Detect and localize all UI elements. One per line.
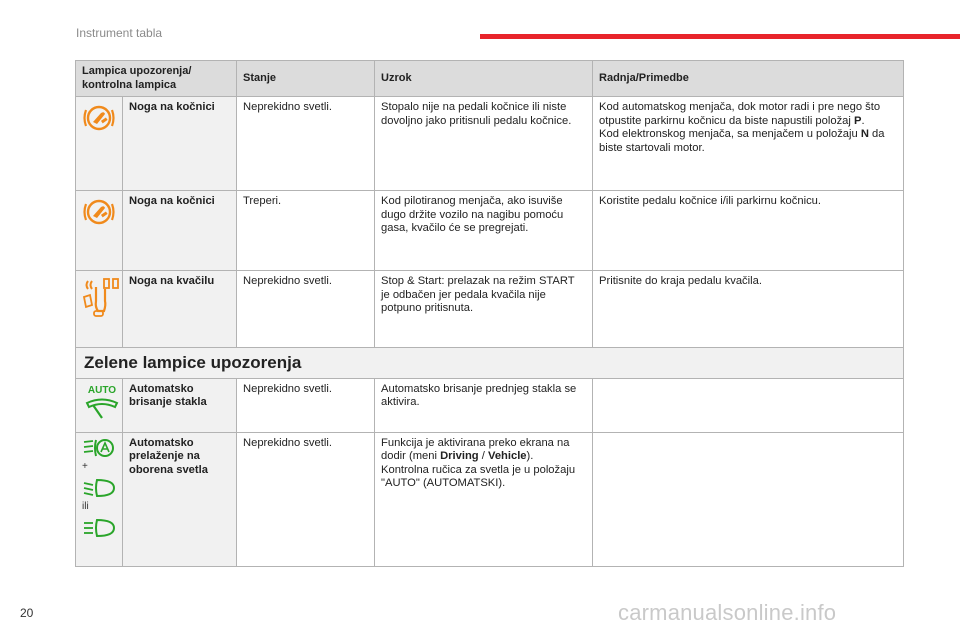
menu-driving-label: Driving	[440, 450, 479, 462]
column-header-state: Stanje	[237, 61, 375, 97]
brake-foot-icon	[82, 101, 116, 135]
cause-text: Funkcija je aktivirana preko ekrana na dodir (meni	[381, 436, 570, 462]
low-beam-headlight-icon	[82, 517, 116, 539]
cause-text: ).	[526, 450, 534, 462]
auto-label: AUTO	[87, 384, 117, 396]
lamp-icon-cell	[76, 191, 123, 271]
section-title: Zelene lampice upozorenja	[76, 348, 904, 379]
plus-label: +	[82, 460, 88, 472]
gear-n-label: N	[860, 128, 869, 140]
lamp-cause: Stop & Start: prelazak na režim START je odbačen jer pedala kvačila nije potpuno pritisnuta.	[375, 271, 593, 348]
lamp-icon-cell	[76, 97, 123, 191]
table-row	[76, 97, 904, 191]
lamp-state: Neprekidno svetli.	[237, 271, 375, 348]
column-header-lamp: Lampica upozorenja/ kontrolna lampica	[76, 61, 237, 97]
or-label: ili	[82, 500, 89, 512]
lamp-state: Neprekidno svetli.	[237, 97, 375, 191]
page-header-title: Instrument tabla	[76, 26, 163, 40]
brake-foot-icon	[82, 195, 116, 229]
section-row	[76, 348, 904, 379]
lamp-cause: Stopalo nije na pedali kočnice ili niste dovoljno jako pritisnuli pedalu kočnice.	[375, 97, 593, 191]
lamp-name: Noga na kvačilu	[123, 271, 237, 348]
lamp-icon-cell	[76, 378, 123, 432]
lamp-action	[593, 378, 904, 432]
lamp-action: Pritisnite do kraja pedalu kvačila.	[593, 271, 904, 348]
action-text: Kod automatskog menjača, dok motor radi i pre nego što otpustite parkirnu kočnicu da biste napustili položaj	[599, 101, 881, 127]
lamp-icon-cell	[76, 271, 123, 348]
clutch-foot-icon	[82, 275, 122, 319]
column-header-action: Radnja/Primedbe	[593, 61, 904, 97]
action-text: Kod elektronskog menjača, sa menjačem u položaju	[599, 128, 861, 140]
menu-vehicle-label: Vehicle	[487, 450, 527, 462]
action-text: .	[861, 114, 865, 127]
lamp-action	[593, 432, 904, 566]
auto-wiper-icon	[82, 383, 122, 423]
gear-p-label: P	[854, 114, 862, 127]
lamp-name: Automatsko prelaženje na oborena svetla	[123, 432, 237, 566]
column-header-cause: Uzrok	[375, 61, 593, 97]
header-accent-rule	[480, 34, 960, 39]
lamp-cause	[375, 432, 593, 566]
lamp-name: Noga na kočnici	[123, 191, 237, 271]
cause-text: Kontrolna ručica za svetla je u položaju "AUTO" (AUTOMATSKI).	[381, 463, 576, 489]
page-number: 20	[20, 606, 34, 620]
lamp-name: Automatsko brisanje stakla	[123, 378, 237, 432]
lamp-state: Treperi.	[237, 191, 375, 271]
watermark: carmanualsonline.info	[618, 600, 837, 625]
table-header-row	[76, 61, 904, 97]
lamp-action: Koristite pedalu kočnice i/ili parkirnu kočnicu.	[593, 191, 904, 271]
auto-headlight-icon	[82, 437, 116, 459]
lamp-state: Neprekidno svetli.	[237, 432, 375, 566]
lamp-cause: Kod pilotiranog menjača, ako isuviše dugo držite vozilo na nagibu pomoću gasa, kvačilo će se pregrejati.	[375, 191, 593, 271]
lamp-cause: Automatsko brisanje prednjeg stakla se aktivira.	[375, 378, 593, 432]
action-text: da biste startovali motor.	[599, 128, 885, 154]
lamp-name: Noga na kočnici	[123, 97, 237, 191]
table-row	[76, 432, 904, 566]
cause-text: /	[478, 450, 488, 462]
lamp-action	[593, 97, 904, 191]
table-row	[76, 378, 904, 432]
warning-lamps-table	[75, 60, 904, 567]
table-row	[76, 191, 904, 271]
table-row	[76, 271, 904, 348]
low-beam-headlight-icon	[82, 477, 116, 499]
lamp-state: Neprekidno svetli.	[237, 378, 375, 432]
lamp-icon-cell	[76, 432, 123, 566]
